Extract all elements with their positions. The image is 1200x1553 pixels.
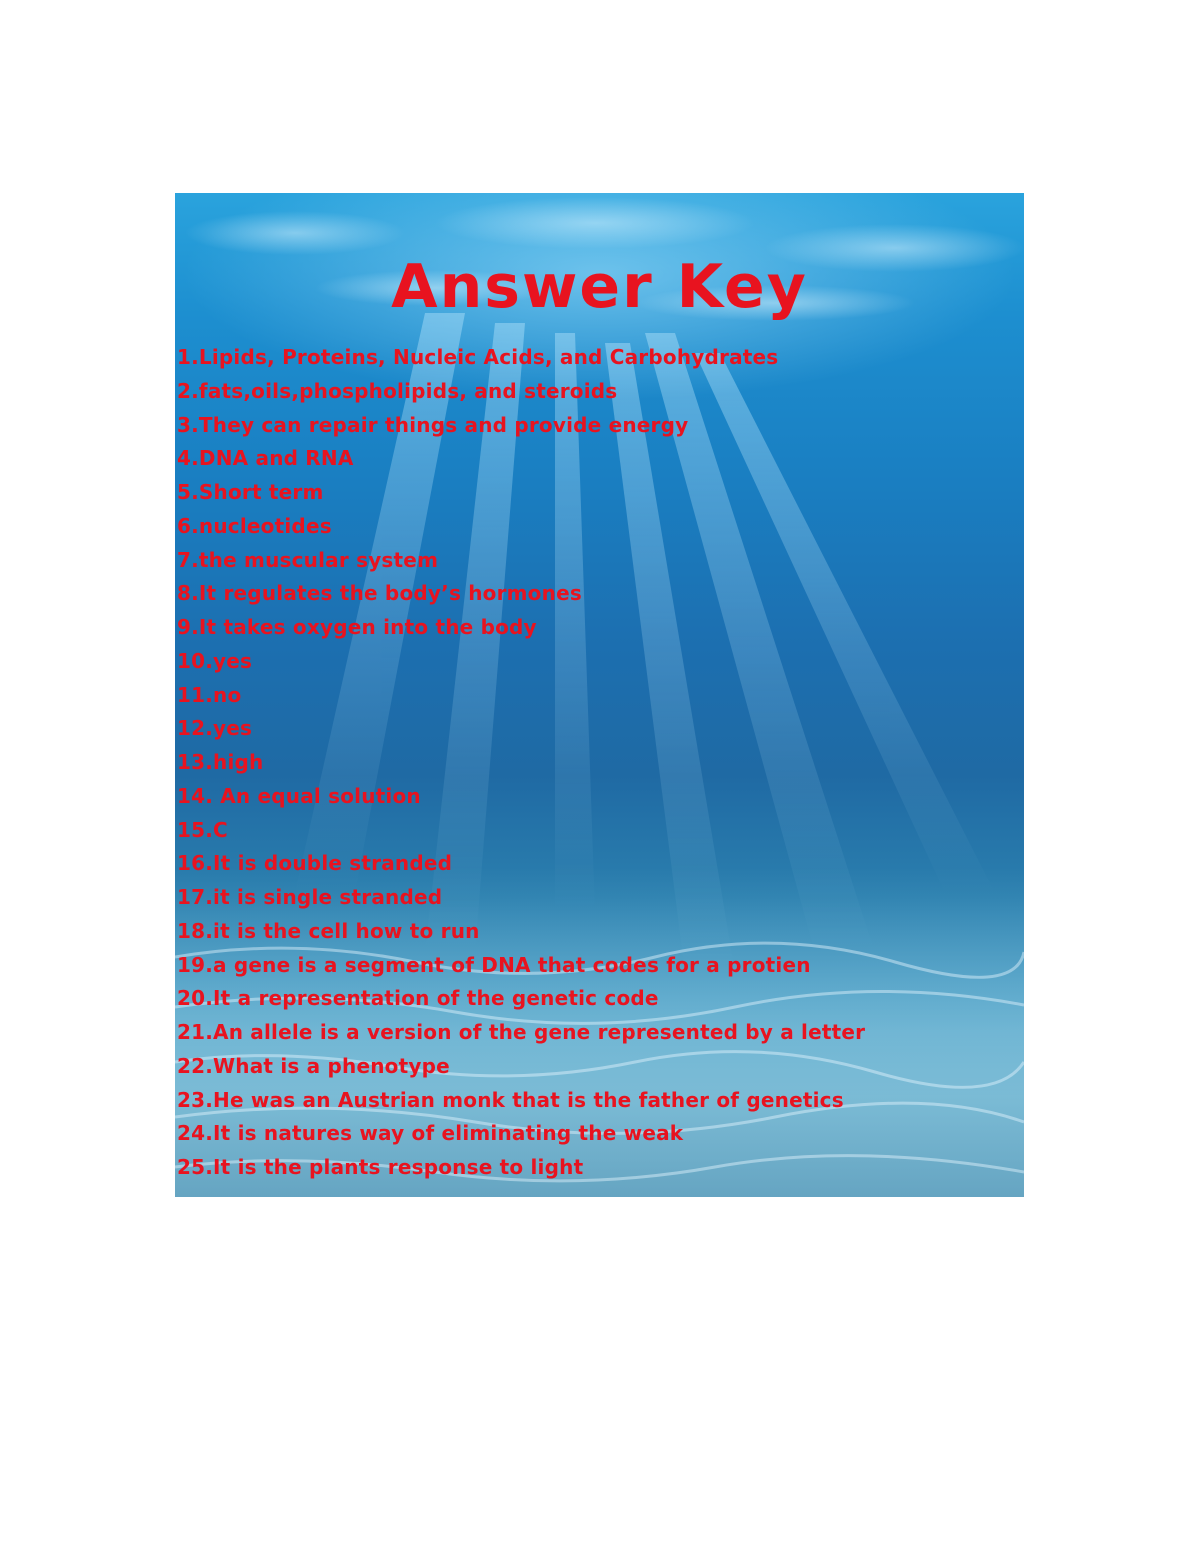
list-item: 17.it is single stranded: [177, 885, 443, 909]
list-item: 1.Lipids, Proteins, Nucleic Acids, and Carbohydrates: [177, 345, 779, 369]
list-item: 21.An allele is a version of the gene represented by a letter: [177, 1020, 866, 1044]
list-item: 13.high: [177, 750, 264, 774]
page-title: Answer Key: [391, 252, 808, 322]
list-item: 24.It is natures way of eliminating the weak: [177, 1121, 684, 1146]
list-item: 8.It regulates the body’s hormones: [177, 581, 582, 606]
list-item: 23.He was an Austrian monk that is the father of genetics: [177, 1087, 844, 1112]
answer-list: [177, 341, 865, 1185]
list-item: 11.no: [177, 682, 242, 707]
list-item: 12.yes: [177, 716, 253, 741]
list-item: 6.nucleotides: [177, 513, 332, 538]
list-item: 25.It is the plants response to light: [177, 1155, 584, 1179]
list-item: 19.a gene is a segment of DNA that codes for a protien: [177, 952, 811, 977]
list-item: 7.the muscular system: [177, 547, 439, 572]
list-item: 9.It takes oxygen into the body: [177, 615, 537, 639]
list-item: 4.DNA and RNA: [177, 446, 354, 471]
list-item: 5.Short term: [177, 480, 324, 504]
list-item: 3.They can repair things and provide energy: [177, 412, 689, 437]
list-item: 14. An equal solution: [177, 783, 421, 808]
list-item: 10.yes: [177, 648, 253, 673]
list-item: 16.It is double stranded: [177, 851, 453, 876]
list-item: 20.It a representation of the genetic code: [177, 986, 659, 1011]
list-item: 15.C: [177, 817, 228, 842]
list-item: 22.What is a phenotype: [177, 1053, 450, 1078]
list-item: 18.it is the cell how to run: [177, 918, 480, 943]
list-item: 2.fats,oils,phospholipids, and steroids: [177, 378, 618, 403]
underwater-poster: [175, 193, 1024, 1197]
